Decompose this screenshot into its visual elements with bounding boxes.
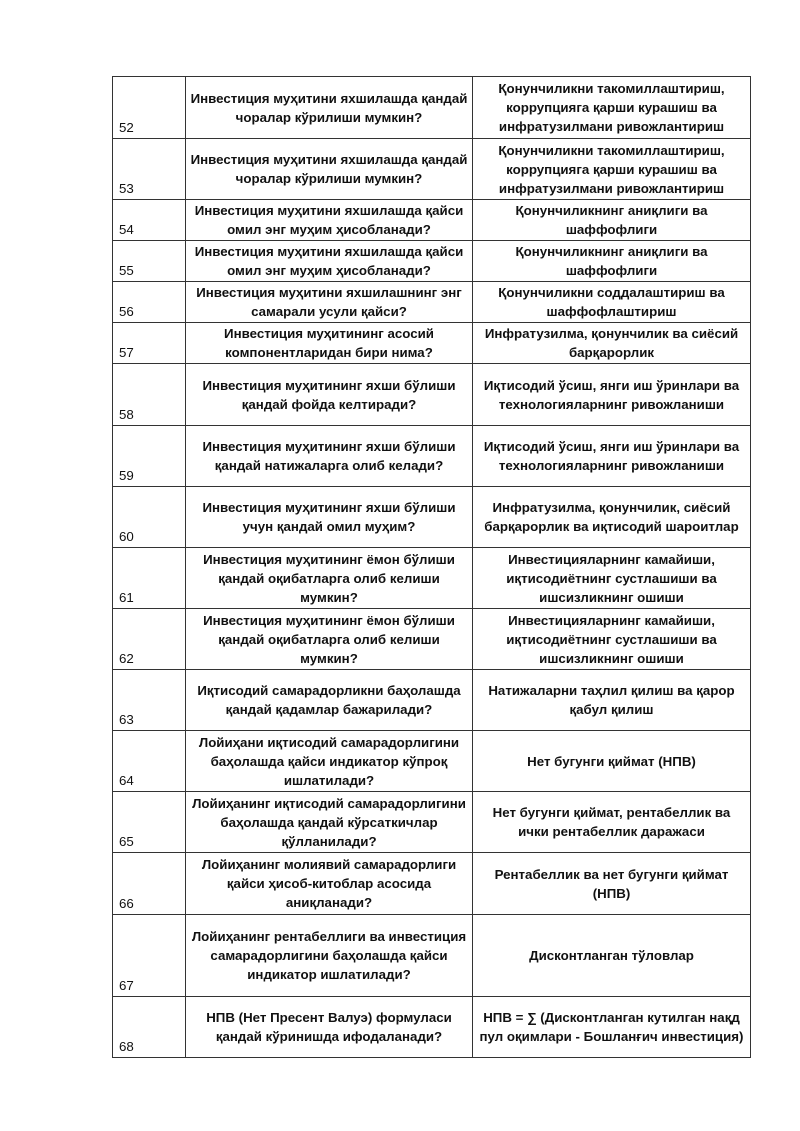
- table-row: [113, 487, 751, 548]
- answer-cell: Инвестицияларнинг камайиши, иқтисодиётнинг сустлашиши ва ишсизликнинг ошиши: [473, 548, 751, 609]
- answer-cell: Қонунчиликни такомиллаштириш, коррупцияга қарши курашиш ва инфратузилмани ривожлантириш: [473, 139, 751, 200]
- question-cell: Инвестиция муҳитининг ёмон бўлиши қандай оқибатларга олиб келиши мумкин?: [186, 609, 473, 670]
- answer-cell: Қонунчиликнинг аниқлиги ва шаффофлиги: [473, 200, 751, 241]
- row-number: 66: [113, 853, 186, 915]
- question-cell: Инвестиция муҳитининг яхши бўлиши қандай фойда келтиради?: [186, 364, 473, 426]
- answer-cell: Иқтисодий ўсиш, янги иш ўринлари ва технологияларнинг ривожланиши: [473, 426, 751, 487]
- question-cell: Инвестиция муҳитини яхшилашнинг энг самарали усули қайси?: [186, 282, 473, 323]
- table-row: [113, 77, 751, 139]
- question-cell: Инвестиция муҳитини яхшилашда қайси омил энг муҳим ҳисобланади?: [186, 200, 473, 241]
- question-cell: Инвестиция муҳитини яхшилашда қайси омил энг муҳим ҳисобланади?: [186, 241, 473, 282]
- answer-cell: Қонунчиликнинг аниқлиги ва шаффофлиги: [473, 241, 751, 282]
- question-cell: Лойиҳанинг иқтисодий самарадорлигини баҳолашда қандай кўрсаткичлар қўлланилади?: [186, 792, 473, 853]
- qa-table: [112, 76, 751, 1058]
- row-number: 55: [113, 241, 186, 282]
- table-row: [113, 915, 751, 997]
- row-number: 53: [113, 139, 186, 200]
- answer-cell: Дисконтланган тўловлар: [473, 915, 751, 997]
- table-row: [113, 282, 751, 323]
- table-row: [113, 323, 751, 364]
- answer-cell: Нет бугунги қиймат, рентабеллик ва ички рентабеллик даражаси: [473, 792, 751, 853]
- question-cell: Иқтисодий самарадорликни баҳолашда қандай қадамлар бажарилади?: [186, 670, 473, 731]
- row-number: 63: [113, 670, 186, 731]
- table-row: [113, 548, 751, 609]
- row-number: 59: [113, 426, 186, 487]
- table-row: [113, 426, 751, 487]
- question-cell: Инвестиция муҳитини яхшилашда қандай чоралар кўрилиши мумкин?: [186, 139, 473, 200]
- answer-cell: Натижаларни таҳлил қилиш ва қарор қабул қилиш: [473, 670, 751, 731]
- question-cell: Инвестиция муҳитини яхшилашда қандай чоралар кўрилиши мумкин?: [186, 77, 473, 139]
- row-number: 62: [113, 609, 186, 670]
- table-row: [113, 853, 751, 915]
- table-row: [113, 609, 751, 670]
- answer-cell: Инфратузилма, қонунчилик, сиёсий барқарорлик ва иқтисодий шароитлар: [473, 487, 751, 548]
- answer-cell: Инвестицияларнинг камайиши, иқтисодиётнинг сустлашиши ва ишсизликнинг ошиши: [473, 609, 751, 670]
- table-row: [113, 241, 751, 282]
- table-row: [113, 731, 751, 792]
- row-number: 54: [113, 200, 186, 241]
- question-cell: Инвестиция муҳитининг асосий компонентларидан бири нима?: [186, 323, 473, 364]
- table-row: [113, 200, 751, 241]
- question-cell: Лойиҳанинг рентабеллиги ва инвестиция самарадорлигини баҳолашда қайси индикатор ишлатилади?: [186, 915, 473, 997]
- question-cell: Инвестиция муҳитининг яхши бўлиши қандай натижаларга олиб келади?: [186, 426, 473, 487]
- row-number: 64: [113, 731, 186, 792]
- table-row: [113, 997, 751, 1058]
- question-cell: Лойиҳанинг молиявий самарадорлиги қайси ҳисоб-китоблар асосида аниқланади?: [186, 853, 473, 915]
- row-number: 67: [113, 915, 186, 997]
- answer-cell: Қонунчиликни такомиллаштириш, коррупцияга қарши курашиш ва инфратузилмани ривожлантириш: [473, 77, 751, 139]
- answer-cell: Қонунчиликни соддалаштириш ва шаффофлаштириш: [473, 282, 751, 323]
- table-row: [113, 364, 751, 426]
- table-row: [113, 139, 751, 200]
- table-row: [113, 670, 751, 731]
- row-number: 56: [113, 282, 186, 323]
- question-cell: НПВ (Нет Пресент Валуэ) формуласи қандай кўринишда ифодаланади?: [186, 997, 473, 1058]
- table-row: [113, 792, 751, 853]
- row-number: 60: [113, 487, 186, 548]
- answer-cell: Нет бугунги қиймат (НПВ): [473, 731, 751, 792]
- row-number: 68: [113, 997, 186, 1058]
- answer-cell: Иқтисодий ўсиш, янги иш ўринлари ва технологияларнинг ривожланиши: [473, 364, 751, 426]
- row-number: 52: [113, 77, 186, 139]
- question-cell: Лойиҳани иқтисодий самарадорлигини баҳолашда қайси индикатор кўпроқ ишлатилади?: [186, 731, 473, 792]
- row-number: 61: [113, 548, 186, 609]
- row-number: 65: [113, 792, 186, 853]
- row-number: 58: [113, 364, 186, 426]
- answer-cell: Инфратузилма, қонунчилик ва сиёсий барқарорлик: [473, 323, 751, 364]
- answer-cell: Рентабеллик ва нет бугунги қиймат (НПВ): [473, 853, 751, 915]
- question-cell: Инвестиция муҳитининг ёмон бўлиши қандай оқибатларга олиб келиши мумкин?: [186, 548, 473, 609]
- question-cell: Инвестиция муҳитининг яхши бўлиши учун қандай омил муҳим?: [186, 487, 473, 548]
- row-number: 57: [113, 323, 186, 364]
- answer-cell: НПВ = ∑ (Дисконтланган кутилган нақд пул оқимлари - Бошланғич инвестиция): [473, 997, 751, 1058]
